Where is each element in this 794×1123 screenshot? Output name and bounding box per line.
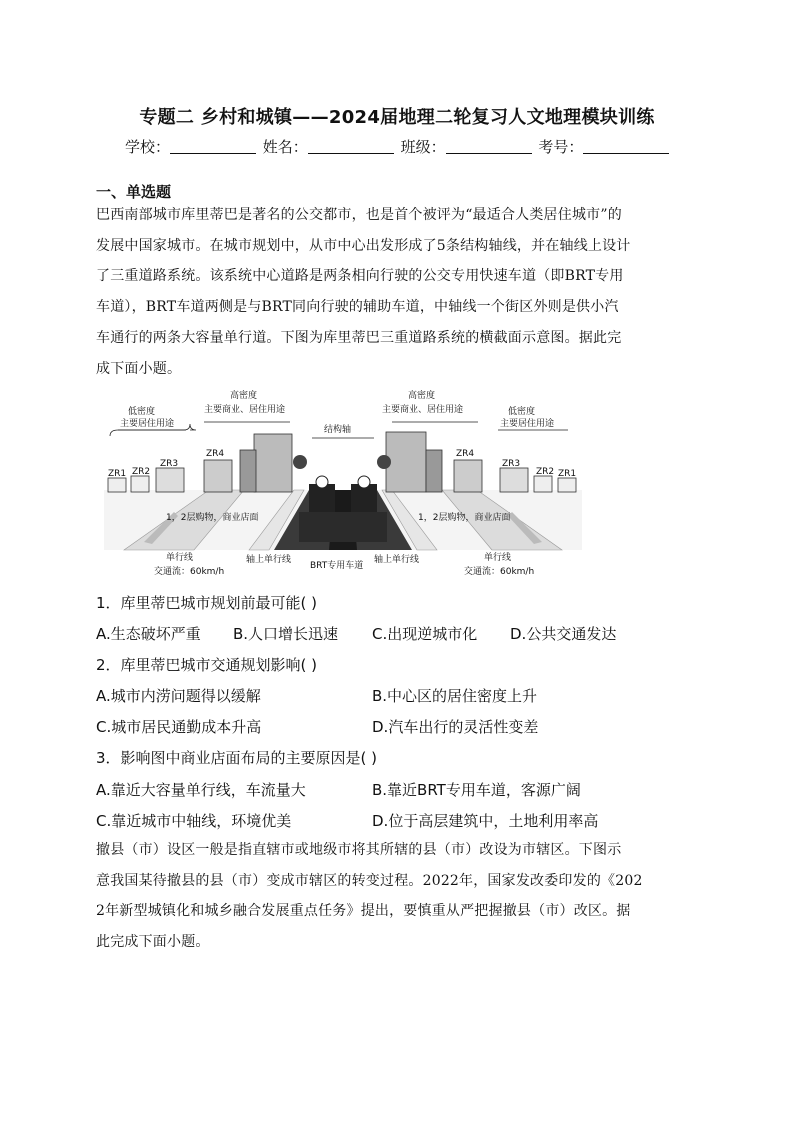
label-right-low-use: 主要居住用途 xyxy=(500,419,555,429)
question-1-option-a[interactable]: A.生态破坏严重 xyxy=(96,625,201,643)
school-field[interactable] xyxy=(170,139,256,154)
class-label: 班级： xyxy=(400,138,446,156)
label-left-low-use: 主要居住用途 xyxy=(120,419,175,429)
label-zr3-left: ZR3 xyxy=(160,459,179,469)
passage-line: 此完成下面小题。 xyxy=(96,934,210,951)
label-brt-lane: BRT专用车道 xyxy=(310,561,364,571)
label-left-high-use: 主要商业、居住用途 xyxy=(204,405,286,415)
label-zr1-right: ZR1 xyxy=(558,469,577,479)
label-zr4-left: ZR4 xyxy=(206,449,225,459)
passage-line: 发展中国家城市。在城市规划中，从市中心出发形成了5条结构轴线，并在轴线上设计 xyxy=(96,237,631,254)
passage-line: 巴西南部城市库里蒂巴是著名的公交都市，也是首个被评为“最适合人类居住城市”的 xyxy=(96,207,622,223)
label-shops-right: 1，2层购物，商业店面 xyxy=(418,513,511,523)
road-cross-section-diagram xyxy=(104,384,582,582)
passage-1 xyxy=(96,200,696,384)
label-left-high-density: 高密度 xyxy=(230,391,258,401)
label-zr1-left: ZR1 xyxy=(108,469,127,479)
label-flow-left: 交通流：60km/h xyxy=(154,567,225,577)
passage-line: 车通行的两条大容量单行道。下图为库里蒂巴三重道路系统的横截面示意图。据此完 xyxy=(96,329,622,346)
label-shops-left: 1，2层购物，商业店面 xyxy=(166,513,259,523)
name-field[interactable] xyxy=(308,139,394,154)
id-field[interactable] xyxy=(583,139,669,154)
school-label: 学校： xyxy=(125,138,171,156)
label-zr2-right: ZR2 xyxy=(536,467,555,477)
question-2-option-a[interactable]: A.城市内涝问题得以缓解 xyxy=(96,687,261,705)
question-3-stem: 3．影响图中商业店面布局的主要原因是( ) xyxy=(96,749,378,767)
label-axis-oneway-right: 轴上单行线 xyxy=(374,555,420,565)
question-1-option-b[interactable]: B.人口增长迅速 xyxy=(233,625,339,643)
label-left-low-density: 低密度 xyxy=(128,407,156,417)
name-label: 姓名： xyxy=(262,138,308,156)
question-2-option-d[interactable]: D.汽车出行的灵活性变差 xyxy=(372,718,539,736)
label-oneway-left: 单行线 xyxy=(166,553,194,563)
question-1-option-c[interactable]: C.出现逆城市化 xyxy=(372,625,478,643)
class-field[interactable] xyxy=(446,139,532,154)
question-1-option-d[interactable]: D.公共交通发达 xyxy=(510,625,617,643)
label-right-high-use: 主要商业、居住用途 xyxy=(382,405,464,415)
passage-line: 2年新型城镇化和城乡融合发展重点任务》提出，要慎重从严把握撤县（市）改区。据 xyxy=(96,903,631,920)
question-3-option-c[interactable]: C.靠近城市中轴线，环境优美 xyxy=(96,812,292,830)
label-axis-oneway-left: 轴上单行线 xyxy=(246,555,292,565)
passage-2 xyxy=(96,835,696,958)
question-2-option-b[interactable]: B.中心区的居住密度上升 xyxy=(372,687,538,705)
passage-line: 成下面小题。 xyxy=(96,360,182,377)
question-3-option-d[interactable]: D.位于高层建筑中，土地利用率高 xyxy=(372,812,599,830)
passage-line: 车道），BRT车道两侧是与BRT同向行驶的辅助车道，中轴线一个街区外则是供小汽 xyxy=(96,299,619,316)
question-2-option-c[interactable]: C.城市居民通勤成本升高 xyxy=(96,718,262,736)
question-3-option-b[interactable]: B.靠近BRT专用车道，客源广阔 xyxy=(372,781,581,799)
label-flow-right: 交通流：60km/h xyxy=(464,567,535,577)
question-3-option-a[interactable]: A.靠近大容量单行线，车流量大 xyxy=(96,781,306,799)
label-right-high-density: 高密度 xyxy=(408,391,436,401)
label-right-low-density: 低密度 xyxy=(508,407,536,417)
label-zr2-left: ZR2 xyxy=(132,467,151,477)
id-label: 考号： xyxy=(538,138,584,156)
label-oneway-right: 单行线 xyxy=(484,553,512,563)
label-structural-axis: 结构轴 xyxy=(324,425,352,435)
label-zr4-right: ZR4 xyxy=(456,449,475,459)
road-system-figure xyxy=(104,384,582,582)
student-info-line xyxy=(125,136,671,157)
passage-line: 撤县（市）设区一般是指直辖市或地级市将其所辖的县（市）改设为市辖区。下图示 xyxy=(96,842,622,858)
passage-line: 了三重道路系统。该系统中心道路是两条相向行驶的公交专用快速车道（即BRT专用 xyxy=(96,268,624,285)
passage-line: 意我国某待撤县的县（市）变成市辖区的转变过程。2022年，国家发改委印发的《202 xyxy=(96,872,643,889)
section-heading: 一、单选题 xyxy=(96,183,172,201)
question-1-stem: 1．库里蒂巴城市规划前最可能( ) xyxy=(96,594,318,612)
label-zr3-right: ZR3 xyxy=(502,459,521,469)
page-title: 专题二 乡村和城镇——2024届地理二轮复习人文地理模块训练 xyxy=(139,107,655,128)
question-2-stem: 2．库里蒂巴城市交通规划影响( ) xyxy=(96,656,318,674)
